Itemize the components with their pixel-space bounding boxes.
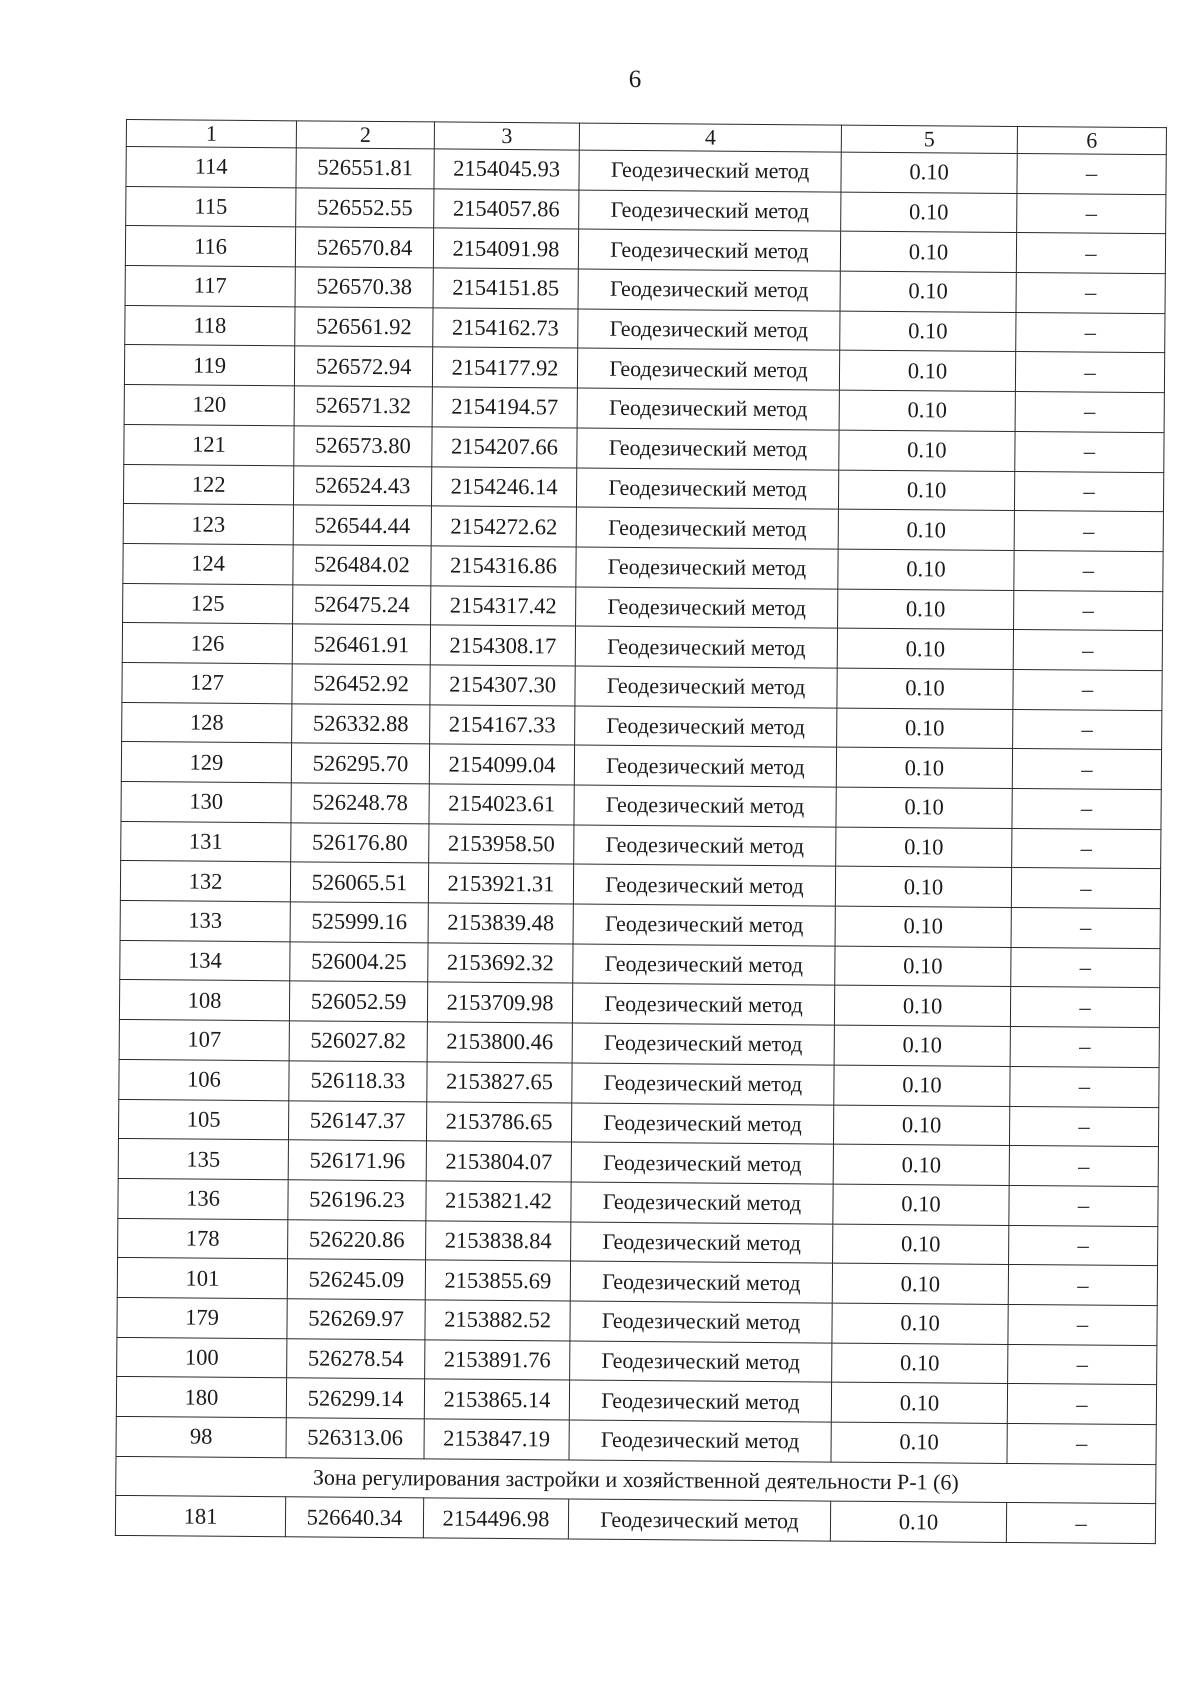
point-number-cell: 106 (119, 1059, 289, 1100)
note-cell: – (1010, 987, 1159, 1028)
accuracy-cell: 0.10 (831, 1422, 1007, 1463)
point-number-cell: 136 (118, 1178, 288, 1219)
coord-x-cell: 526570.84 (295, 227, 433, 268)
method-cell: Геодезический метод (571, 1222, 833, 1264)
point-number-cell: 180 (116, 1377, 286, 1418)
note-cell: – (1008, 1265, 1157, 1306)
note-cell: – (1008, 1304, 1157, 1345)
header-cell-2: 2 (296, 121, 434, 149)
accuracy-cell: 0.10 (839, 430, 1015, 471)
accuracy-cell: 0.10 (835, 906, 1011, 947)
method-cell: Геодезический метод (575, 706, 837, 748)
method-cell: Геодезический метод (570, 1301, 832, 1343)
note-cell: – (1009, 1225, 1158, 1266)
coordinates-table (115, 119, 1167, 1544)
coord-y-cell: 2154162.73 (433, 308, 578, 349)
coord-x-cell: 526484.02 (293, 545, 431, 586)
coord-y-cell: 2154057.86 (434, 189, 579, 230)
accuracy-cell: 0.10 (840, 311, 1016, 352)
coord-x-cell: 526220.86 (288, 1219, 426, 1260)
note-cell: – (1016, 312, 1165, 353)
accuracy-cell: 0.10 (839, 390, 1015, 431)
point-number-cell: 130 (121, 781, 291, 822)
note-cell: – (1006, 1503, 1155, 1544)
point-number-cell: 126 (122, 623, 292, 664)
method-cell: Геодезический метод (568, 1499, 830, 1541)
note-cell: – (1007, 1423, 1156, 1464)
coord-y-cell: 2153804.07 (426, 1141, 571, 1182)
header-cell-6: 6 (1017, 127, 1166, 155)
coord-y-cell: 2153838.84 (426, 1220, 571, 1261)
coord-x-cell: 526052.59 (289, 981, 427, 1022)
method-cell: Геодезический метод (572, 1063, 834, 1105)
coord-x-cell: 526147.37 (288, 1100, 426, 1141)
point-number-cell: 128 (122, 702, 292, 743)
zone-table-body (115, 1496, 1155, 1544)
coord-x-cell: 526552.55 (296, 188, 434, 229)
accuracy-cell: 0.10 (832, 1263, 1008, 1304)
point-number-cell: 121 (124, 424, 294, 465)
accuracy-cell: 0.10 (830, 1501, 1006, 1542)
method-cell: Геодезический метод (574, 745, 836, 787)
note-cell: – (1011, 908, 1160, 949)
method-cell: Геодезический метод (578, 269, 840, 311)
accuracy-cell: 0.10 (833, 1105, 1009, 1146)
method-cell: Геодезический метод (570, 1341, 832, 1383)
accuracy-cell: 0.10 (839, 351, 1015, 392)
coord-y-cell: 2154177.92 (432, 347, 577, 388)
coord-y-cell: 2153865.14 (424, 1379, 569, 1420)
method-cell: Геодезический метод (572, 983, 834, 1025)
method-cell: Геодезический метод (572, 1023, 834, 1065)
point-number-cell: 120 (124, 385, 294, 426)
coord-x-cell: 526561.92 (295, 307, 433, 348)
note-cell: – (1015, 352, 1164, 393)
note-cell: – (1016, 233, 1165, 274)
point-number-cell: 127 (122, 662, 292, 703)
method-cell: Геодезический метод (571, 1182, 833, 1224)
method-cell: Геодезический метод (578, 309, 840, 351)
point-number-cell: 105 (118, 1099, 288, 1140)
coord-y-cell: 2154023.61 (429, 784, 574, 825)
point-number-cell: 115 (126, 186, 296, 227)
note-cell: – (1009, 1146, 1158, 1187)
note-cell: – (1015, 431, 1164, 472)
method-cell: Геодезический метод (576, 547, 838, 589)
note-cell: – (1014, 550, 1163, 591)
coord-y-cell: 2153839.48 (428, 903, 573, 944)
coord-y-cell: 2153847.19 (424, 1419, 569, 1460)
accuracy-cell: 0.10 (838, 470, 1014, 511)
note-cell: – (1008, 1344, 1157, 1385)
coord-x-cell: 526544.44 (293, 505, 431, 546)
header-cell-4: 4 (579, 123, 841, 152)
coord-y-cell: 2153821.42 (426, 1181, 571, 1222)
accuracy-cell: 0.10 (834, 986, 1010, 1027)
zone-title: Зона регулирования застройки и хозяйственной деятельности Р-1 (6) (116, 1456, 1156, 1504)
coord-y-cell: 2153921.31 (428, 863, 573, 904)
accuracy-cell: 0.10 (832, 1343, 1008, 1384)
accuracy-cell: 0.10 (833, 1184, 1009, 1225)
method-cell: Геодезический метод (579, 190, 841, 232)
coord-x-cell: 526278.54 (287, 1338, 425, 1379)
method-cell: Геодезический метод (573, 904, 835, 946)
accuracy-cell: 0.10 (833, 1144, 1009, 1185)
method-cell: Геодезический метод (579, 150, 841, 192)
coord-y-cell: 2154207.66 (432, 427, 577, 468)
accuracy-cell: 0.10 (837, 628, 1013, 669)
header-cell-1: 1 (126, 120, 296, 148)
coord-x-cell: 526299.14 (286, 1378, 424, 1419)
point-number-cell: 100 (117, 1337, 287, 1378)
method-cell: Геодезический метод (576, 587, 838, 629)
accuracy-cell: 0.10 (838, 509, 1014, 550)
point-number-cell: 134 (120, 940, 290, 981)
note-cell: – (1012, 749, 1161, 790)
coord-y-cell: 2154272.62 (431, 506, 576, 547)
note-cell: – (1017, 154, 1166, 195)
coord-x-cell: 526248.78 (291, 783, 429, 824)
coord-x-cell: 526572.94 (294, 346, 432, 387)
coord-y-cell: 2154246.14 (431, 466, 576, 507)
coord-y-cell: 2153958.50 (429, 824, 574, 865)
coord-x-cell: 526551.81 (296, 148, 434, 189)
coord-y-cell: 2153800.46 (427, 1022, 572, 1063)
table-row (115, 1496, 1155, 1544)
point-number-cell: 114 (126, 147, 296, 188)
point-number-cell: 132 (120, 861, 290, 902)
method-cell: Геодезический метод (571, 1103, 833, 1145)
coord-y-cell: 2154316.86 (431, 546, 576, 587)
accuracy-cell: 0.10 (833, 1224, 1009, 1265)
accuracy-cell: 0.10 (836, 787, 1012, 828)
coord-x-cell: 526640.34 (285, 1497, 423, 1538)
point-number-cell: 118 (125, 305, 295, 346)
coord-x-cell: 526065.51 (290, 862, 428, 903)
method-cell: Геодезический метод (573, 944, 835, 986)
accuracy-cell: 0.10 (840, 231, 1016, 272)
accuracy-cell: 0.10 (832, 1303, 1008, 1344)
coord-x-cell: 526475.24 (293, 584, 431, 625)
coord-x-cell: 526571.32 (294, 386, 432, 427)
accuracy-cell: 0.10 (841, 152, 1017, 193)
note-cell: – (1014, 471, 1163, 512)
coord-y-cell: 2153891.76 (425, 1340, 570, 1381)
note-cell: – (1017, 193, 1166, 234)
coord-x-cell: 525999.16 (290, 902, 428, 943)
point-number-cell: 108 (119, 980, 289, 1021)
coord-y-cell: 2154194.57 (432, 387, 577, 428)
accuracy-cell: 0.10 (836, 827, 1012, 868)
coord-y-cell: 2154307.30 (430, 665, 575, 706)
method-cell: Геодезический метод (577, 428, 839, 470)
point-number-cell: 98 (116, 1416, 286, 1457)
method-cell: Геодезический метод (571, 1142, 833, 1184)
note-cell: – (1010, 1066, 1159, 1107)
header-cell-5: 5 (841, 125, 1017, 153)
point-number-cell: 116 (125, 226, 295, 267)
coord-y-cell: 2154099.04 (429, 744, 574, 785)
method-cell: Геодезический метод (578, 229, 840, 271)
accuracy-cell: 0.10 (835, 866, 1011, 907)
accuracy-cell: 0.10 (840, 271, 1016, 312)
note-cell: – (1013, 669, 1162, 710)
point-number-cell: 179 (117, 1297, 287, 1338)
coord-x-cell: 526524.43 (293, 465, 431, 506)
method-cell: Геодезический метод (575, 666, 837, 708)
coord-y-cell: 2153882.52 (425, 1300, 570, 1341)
method-cell: Геодезический метод (569, 1420, 831, 1462)
coord-x-cell: 526245.09 (287, 1259, 425, 1300)
note-cell: – (1015, 392, 1164, 433)
accuracy-cell: 0.10 (837, 668, 1013, 709)
point-number-cell: 117 (125, 266, 295, 307)
coord-x-cell: 526570.38 (295, 267, 433, 308)
page-number: 6 (628, 66, 642, 93)
coord-x-cell: 526027.82 (289, 1021, 427, 1062)
accuracy-cell: 0.10 (838, 549, 1014, 590)
method-cell: Геодезический метод (569, 1380, 831, 1422)
coord-x-cell: 526295.70 (291, 743, 429, 784)
note-cell: – (1011, 947, 1160, 988)
note-cell: – (1013, 630, 1162, 671)
note-cell: – (1014, 590, 1163, 631)
accuracy-cell: 0.10 (834, 1025, 1010, 1066)
note-cell: – (1016, 273, 1165, 314)
point-number-cell: 135 (118, 1139, 288, 1180)
coord-y-cell: 2153827.65 (427, 1062, 572, 1103)
coord-x-cell: 526171.96 (288, 1140, 426, 1181)
coord-y-cell: 2154091.98 (433, 228, 578, 269)
coord-x-cell: 526196.23 (288, 1180, 426, 1221)
header-cell-3: 3 (434, 122, 579, 150)
coord-x-cell: 526004.25 (290, 942, 428, 983)
coord-y-cell: 2153786.65 (426, 1101, 571, 1142)
accuracy-cell: 0.10 (835, 946, 1011, 987)
coord-x-cell: 526118.33 (289, 1061, 427, 1102)
point-number-cell: 131 (121, 821, 291, 862)
note-cell: – (1010, 1027, 1159, 1068)
point-number-cell: 119 (124, 345, 294, 386)
note-cell: – (1009, 1106, 1158, 1147)
coord-x-cell: 526452.92 (292, 664, 430, 705)
coord-y-cell: 2154317.42 (431, 585, 576, 626)
point-number-cell: 129 (121, 742, 291, 783)
note-cell: – (1011, 868, 1160, 909)
point-number-cell: 181 (115, 1496, 285, 1537)
point-number-cell: 133 (120, 901, 290, 942)
method-cell: Геодезический метод (576, 468, 838, 510)
coord-x-cell: 526573.80 (294, 426, 432, 467)
coord-y-cell: 2153855.69 (425, 1260, 570, 1301)
coord-y-cell: 2154045.93 (434, 149, 579, 190)
coord-x-cell: 526461.91 (292, 624, 430, 665)
coord-x-cell: 526269.97 (287, 1299, 425, 1340)
note-cell: – (1012, 828, 1161, 869)
coord-x-cell: 526313.06 (286, 1418, 424, 1459)
coordinates-table-container (115, 119, 1166, 1544)
method-cell: Геодезический метод (574, 785, 836, 827)
point-number-cell: 125 (123, 583, 293, 624)
point-number-cell: 122 (123, 464, 293, 505)
accuracy-cell: 0.10 (831, 1382, 1007, 1423)
accuracy-cell: 0.10 (841, 192, 1017, 233)
method-cell: Геодезический метод (573, 864, 835, 906)
note-cell: – (1012, 788, 1161, 829)
note-cell: – (1013, 709, 1162, 750)
point-number-cell: 178 (118, 1218, 288, 1259)
point-number-cell: 124 (123, 543, 293, 584)
method-cell: Геодезический метод (574, 825, 836, 867)
coord-x-cell: 526176.80 (291, 823, 429, 864)
coord-y-cell: 2154496.98 (423, 1498, 568, 1539)
coord-y-cell: 2154151.85 (433, 268, 578, 309)
table-body (116, 147, 1166, 1465)
coord-y-cell: 2153692.32 (428, 943, 573, 984)
coord-x-cell: 526332.88 (292, 703, 430, 744)
note-cell: – (1007, 1384, 1156, 1425)
method-cell: Геодезический метод (577, 388, 839, 430)
accuracy-cell: 0.10 (834, 1065, 1010, 1106)
point-number-cell: 107 (119, 1020, 289, 1061)
accuracy-cell: 0.10 (837, 708, 1013, 749)
note-cell: – (1009, 1185, 1158, 1226)
method-cell: Геодезический метод (575, 626, 837, 668)
method-cell: Геодезический метод (577, 348, 839, 390)
point-number-cell: 123 (123, 504, 293, 545)
method-cell: Геодезический метод (570, 1261, 832, 1303)
coord-y-cell: 2154167.33 (430, 705, 575, 746)
note-cell: – (1014, 511, 1163, 552)
coord-y-cell: 2154308.17 (430, 625, 575, 666)
coord-y-cell: 2153709.98 (427, 982, 572, 1023)
point-number-cell: 101 (117, 1258, 287, 1299)
accuracy-cell: 0.10 (838, 589, 1014, 630)
method-cell: Геодезический метод (576, 507, 838, 549)
accuracy-cell: 0.10 (836, 747, 1012, 788)
